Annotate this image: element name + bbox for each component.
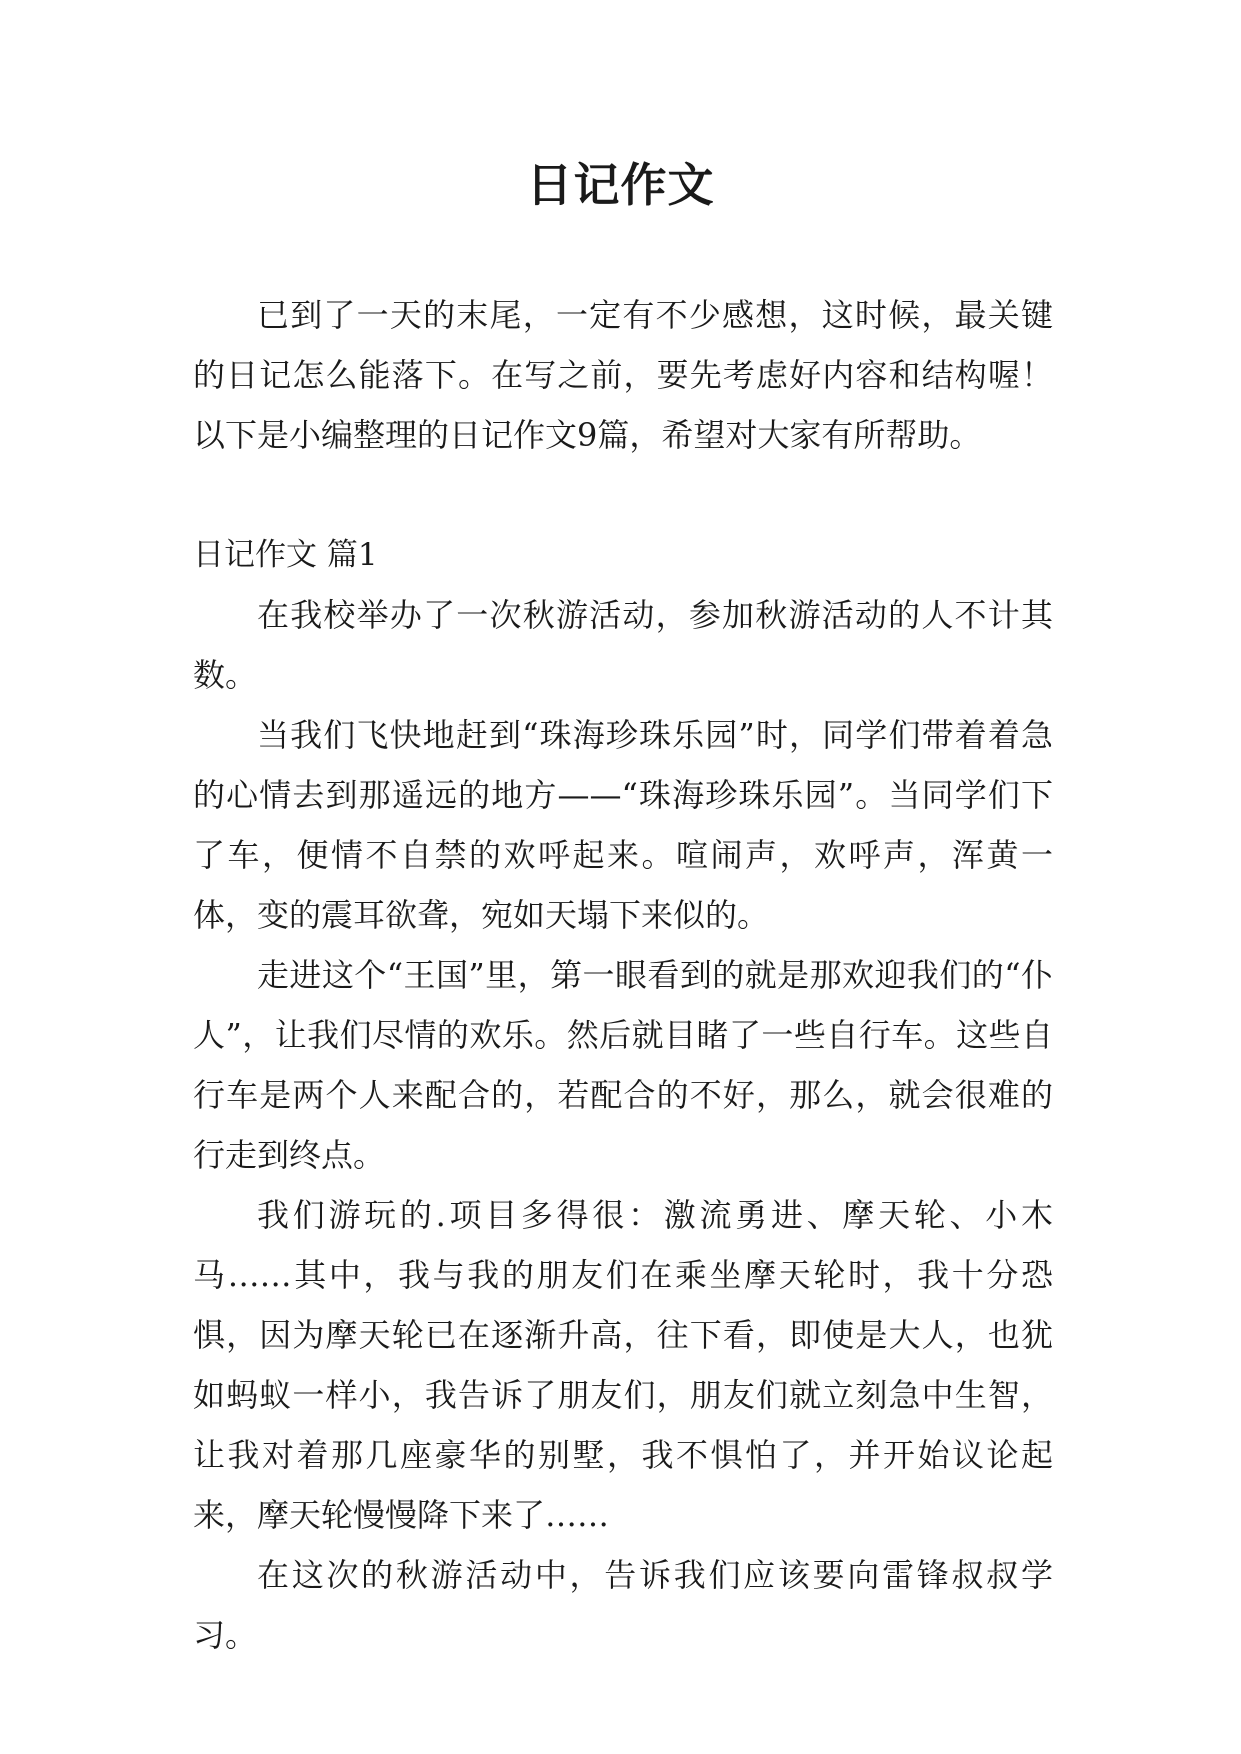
intro-paragraph: 已到了一天的末尾，一定有不少感想，这时候，最关键的日记怎么能落下。在写之前，要先考虑好内容和结构喔！以下是小编整理的日记作文9篇，希望对大家有所帮助。: [193, 296, 1053, 454]
section-heading: 日记作文 篇1: [193, 537, 378, 573]
document-title: 日记作文: [526, 158, 715, 212]
body-paragraph-5: 在这次的秋游活动中，告诉我们应该要向雷锋叔叔学习。: [193, 1556, 1053, 1654]
document-body: [193, 285, 1053, 1665]
body-paragraph-1: 在我校举办了一次秋游活动，参加秋游活动的人不计其数。: [193, 596, 1053, 694]
body-paragraph-4: 我们游玩的.项目多得很：激流勇进、摩天轮、小木马……其中，我与我的朋友们在乘坐摩天轮时，我十分恐惧，因为摩天轮已在逐渐升高，往下看，即使是大人，也犹如蚂蚁一样小，我告诉了朋友们，朋友们就立刻急中生智，让我对着那几座豪华的别墅，我不惧怕了，并开始议论起来，摩天轮慢慢降下来了……: [193, 1196, 1053, 1534]
body-paragraph-3: 走进这个“王国”里，第一眼看到的就是那欢迎我们的“仆人”，让我们尽情的欢乐。然后就目睹了一些自行车。这些自行车是两个人来配合的，若配合的不好，那么，就会很难的行走到终点。: [193, 956, 1053, 1174]
body-paragraph-2: 当我们飞快地赶到“珠海珍珠乐园”时，同学们带着着急的心情去到那遥远的地方——“珠海珍珠乐园”。当同学们下了车，便情不自禁的欢呼起来。喧闹声，欢呼声，浑黄一体，变的震耳欲聋，宛如天塌下来似的。: [193, 716, 1053, 934]
